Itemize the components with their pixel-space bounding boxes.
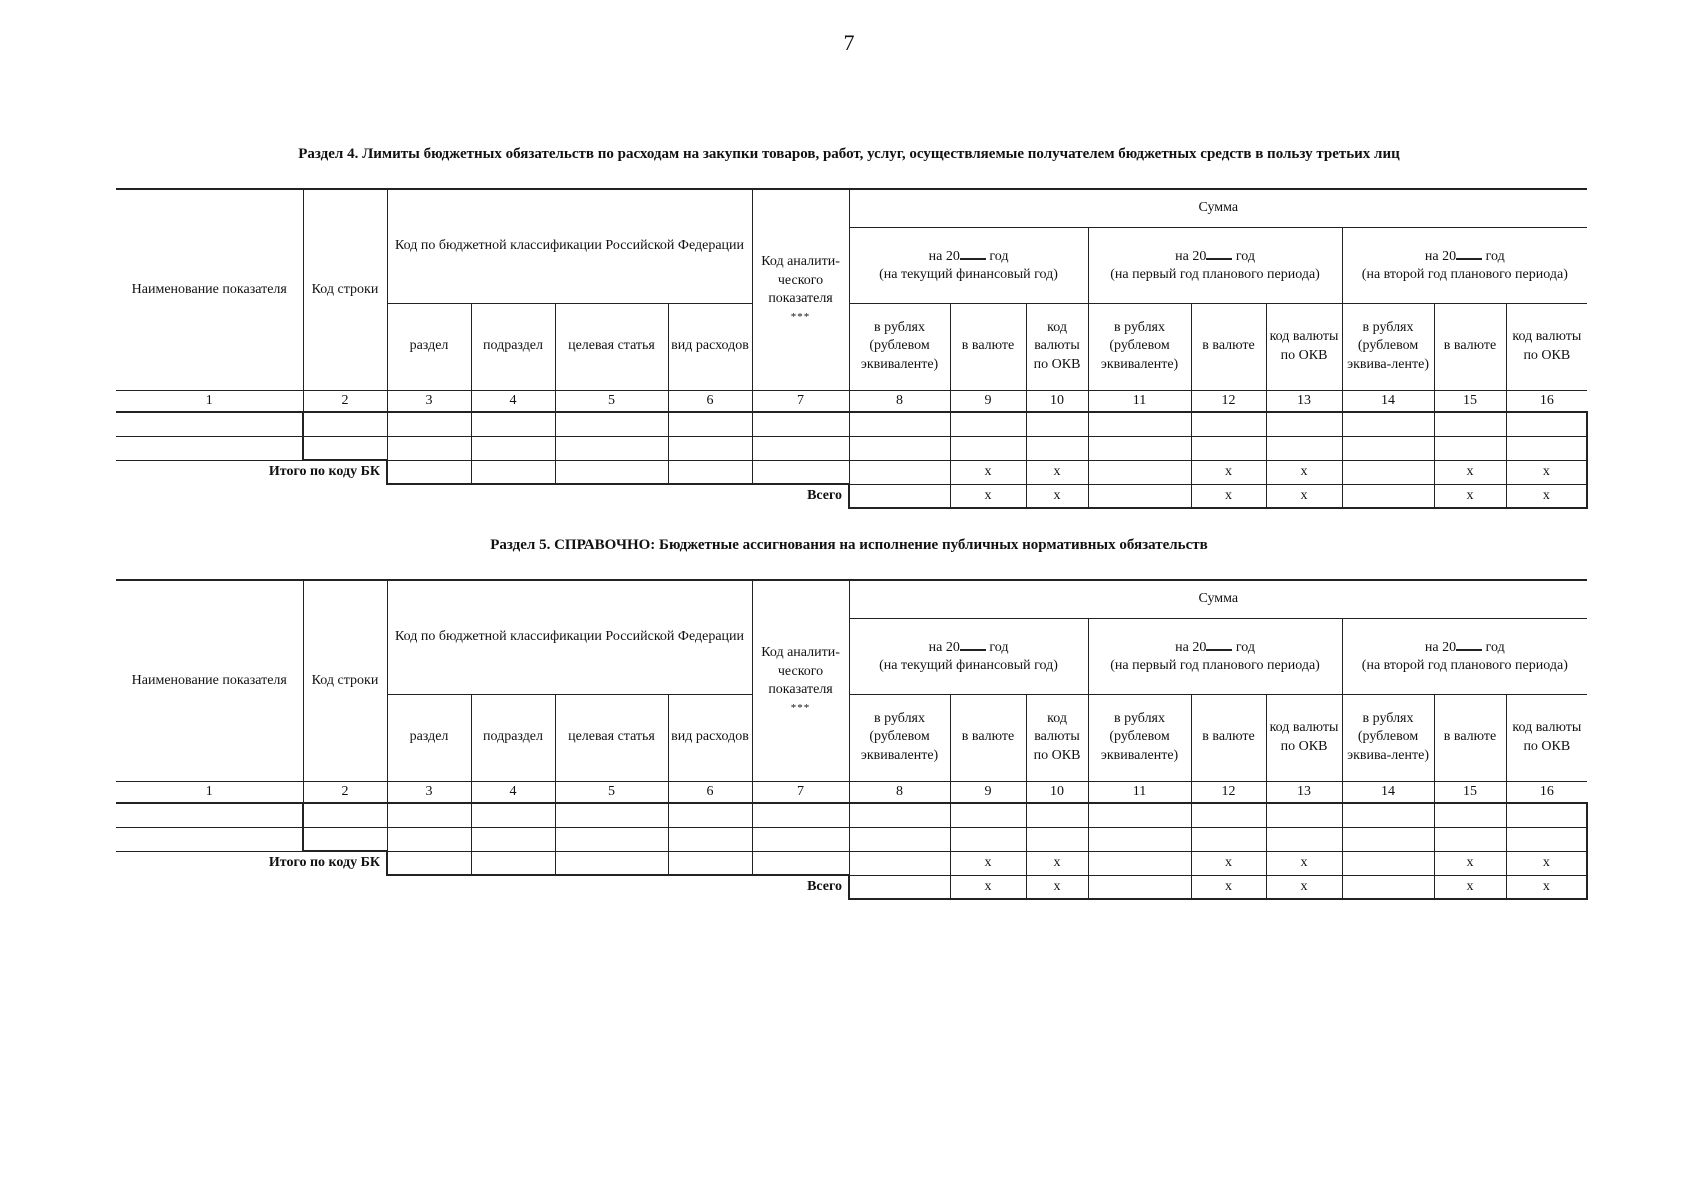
cell[interactable]: [1434, 827, 1506, 851]
header-expense-type: вид расходов: [668, 303, 752, 390]
total-by-code-label: Итого по коду БК: [116, 460, 387, 484]
col-num: 11: [1088, 390, 1191, 412]
grand-total-row: [116, 875, 1587, 899]
cell[interactable]: [668, 851, 752, 875]
cell[interactable]: [1266, 412, 1342, 436]
header-budget-classification: Код по бюджетной классификации Российской Федерации: [387, 189, 752, 303]
cell[interactable]: [1088, 827, 1191, 851]
cell[interactable]: [303, 803, 387, 827]
header-budget-classification: Код по бюджетной классификации Российской Федерации: [387, 580, 752, 694]
cell[interactable]: [1191, 436, 1266, 460]
col-num: 10: [1026, 781, 1088, 803]
header-currency-2: в валюте: [1191, 303, 1266, 390]
x-mark: x: [1506, 875, 1587, 899]
header-analytic-code: [752, 580, 849, 781]
x-mark: x: [1191, 875, 1266, 899]
header-indicator-name: Наименование показателя: [116, 189, 303, 390]
header-okv-2: код валюты по ОКВ: [1266, 303, 1342, 390]
x-mark: x: [1266, 875, 1342, 899]
header-sum: Сумма: [849, 580, 1587, 618]
total-by-code-row: [116, 851, 1587, 875]
header-row-code: Код строки: [303, 189, 387, 390]
cell[interactable]: [1088, 875, 1191, 899]
header-currency-1: в валюте: [950, 694, 1026, 781]
cell[interactable]: [849, 803, 950, 827]
col-num: 13: [1266, 781, 1342, 803]
cell[interactable]: [1342, 436, 1434, 460]
page-number: 7: [843, 30, 855, 55]
x-mark: x: [950, 484, 1026, 508]
cell[interactable]: [1342, 851, 1434, 875]
header-rub-2: в рублях (рублевом эквиваленте): [1088, 694, 1191, 781]
table-row: [116, 803, 1587, 827]
col-num: 15: [1434, 390, 1506, 412]
cell[interactable]: [950, 803, 1026, 827]
cell[interactable]: [1266, 803, 1342, 827]
x-mark: x: [1434, 851, 1506, 875]
col-num: 5: [555, 781, 668, 803]
header-okv-3: код валюты по ОКВ: [1506, 303, 1587, 390]
cell[interactable]: [1088, 460, 1191, 484]
cell[interactable]: [387, 827, 471, 851]
cell[interactable]: [1191, 827, 1266, 851]
cell[interactable]: [950, 436, 1026, 460]
x-mark: x: [1434, 875, 1506, 899]
cell[interactable]: [1088, 436, 1191, 460]
x-mark: x: [1506, 484, 1587, 508]
analytic-code-mark: ***: [790, 310, 811, 323]
x-mark: x: [1026, 484, 1088, 508]
cell[interactable]: [555, 412, 668, 436]
cell[interactable]: [1026, 803, 1088, 827]
header-indicator-name: Наименование показателя: [116, 580, 303, 781]
cell[interactable]: [1026, 412, 1088, 436]
cell[interactable]: [1342, 412, 1434, 436]
cell[interactable]: [1342, 460, 1434, 484]
cell[interactable]: [950, 412, 1026, 436]
cell[interactable]: [555, 436, 668, 460]
cell[interactable]: [1026, 827, 1088, 851]
header-okv-2: код валюты по ОКВ: [1266, 694, 1342, 781]
cell[interactable]: [471, 412, 555, 436]
cell[interactable]: [752, 803, 849, 827]
header-rub-3: в рублях (рублевом эквива-ленте): [1342, 694, 1434, 781]
col-num: 6: [668, 390, 752, 412]
header-row-code: Код строки: [303, 580, 387, 781]
section-4-title: Раздел 4. Лимиты бюджетных обязательств по расходам на закупки товаров, работ, услуг, осуществляемые получателем бюджетных средств в пользу третьих лиц: [298, 146, 1400, 162]
section-5-title: Раздел 5. СПРАВОЧНО: Бюджетные ассигнования на исполнение публичных нормативных обязательств: [490, 537, 1208, 553]
cell[interactable]: [1266, 827, 1342, 851]
cell[interactable]: [849, 851, 950, 875]
x-mark: x: [1506, 460, 1587, 484]
cell[interactable]: [1342, 803, 1434, 827]
col-num: 3: [387, 781, 471, 803]
cell[interactable]: [1506, 803, 1587, 827]
cell[interactable]: [849, 436, 950, 460]
x-mark: x: [950, 875, 1026, 899]
cell[interactable]: [471, 851, 555, 875]
col-num: 6: [668, 781, 752, 803]
header-currency-2: в валюте: [1191, 694, 1266, 781]
col-num: 16: [1506, 390, 1587, 412]
header-rub-3: в рублях (рублевом эквива-ленте): [1342, 303, 1434, 390]
col-num: 16: [1506, 781, 1587, 803]
header-year-plan-2: на 20 год (на второй год планового периода): [1342, 618, 1587, 694]
x-mark: x: [1191, 484, 1266, 508]
header-year-plan-1: на 20 год (на первый год планового периода): [1088, 227, 1342, 303]
header-sum: Сумма: [849, 189, 1587, 227]
cell[interactable]: [303, 412, 387, 436]
analytic-code-label: Код аналити-ческого показателя: [761, 254, 840, 306]
cell[interactable]: [668, 803, 752, 827]
cell[interactable]: [1434, 436, 1506, 460]
column-numbers-row: [116, 781, 1587, 803]
cell[interactable]: [471, 803, 555, 827]
cell[interactable]: [1088, 851, 1191, 875]
x-mark: x: [1026, 851, 1088, 875]
cell[interactable]: [387, 851, 471, 875]
cell[interactable]: [387, 412, 471, 436]
cell-name[interactable]: [116, 803, 303, 827]
section-5-table: [116, 579, 1588, 900]
cell[interactable]: [1342, 875, 1434, 899]
col-num: 1: [116, 390, 303, 412]
analytic-code-label: Код аналити-ческого показателя: [761, 645, 840, 697]
header-year-plan-1: на 20 год (на первый год планового периода): [1088, 618, 1342, 694]
header-rub-1: в рублях (рублевом эквиваленте): [849, 694, 950, 781]
cell[interactable]: [950, 827, 1026, 851]
header-currency-1: в валюте: [950, 303, 1026, 390]
x-mark: x: [1191, 851, 1266, 875]
header-okv-1: код валюты по ОКВ: [1026, 303, 1088, 390]
header-razdel: раздел: [387, 303, 471, 390]
table-row: [116, 827, 1587, 851]
header-okv-1: код валюты по ОКВ: [1026, 694, 1088, 781]
cell-name[interactable]: [116, 827, 303, 851]
x-mark: x: [1026, 875, 1088, 899]
cell[interactable]: [1191, 412, 1266, 436]
cell[interactable]: [668, 436, 752, 460]
header-currency-3: в валюте: [1434, 694, 1506, 781]
total-by-code-row: [116, 460, 1587, 484]
cell[interactable]: [668, 827, 752, 851]
header-target-article: целевая статья: [555, 694, 668, 781]
cell[interactable]: [555, 851, 668, 875]
cell[interactable]: [668, 460, 752, 484]
col-num: 11: [1088, 781, 1191, 803]
cell[interactable]: [752, 460, 849, 484]
analytic-code-mark: ***: [790, 701, 811, 714]
total-by-code-label: Итого по коду БК: [116, 851, 387, 875]
col-num: 8: [849, 390, 950, 412]
cell[interactable]: [1088, 484, 1191, 508]
cell[interactable]: [1088, 803, 1191, 827]
cell[interactable]: [387, 460, 471, 484]
header-okv-3: код валюты по ОКВ: [1506, 694, 1587, 781]
header-podrazdel: подраздел: [471, 694, 555, 781]
col-num: 4: [471, 781, 555, 803]
cell[interactable]: [471, 460, 555, 484]
header-year-plan-2: на 20 год (на второй год планового периода): [1342, 227, 1587, 303]
cell[interactable]: [1088, 412, 1191, 436]
cell[interactable]: [1506, 412, 1587, 436]
col-num: 13: [1266, 390, 1342, 412]
cell[interactable]: [849, 827, 950, 851]
x-mark: x: [1266, 484, 1342, 508]
col-num: 15: [1434, 781, 1506, 803]
cell[interactable]: [1506, 827, 1587, 851]
cell[interactable]: [1506, 436, 1587, 460]
col-num: 3: [387, 390, 471, 412]
cell[interactable]: [303, 436, 387, 460]
col-num: 1: [116, 781, 303, 803]
header-target-article: целевая статья: [555, 303, 668, 390]
header-razdel: раздел: [387, 694, 471, 781]
cell[interactable]: [1026, 436, 1088, 460]
cell[interactable]: [1434, 412, 1506, 436]
cell[interactable]: [849, 875, 950, 899]
cell[interactable]: [387, 803, 471, 827]
header-rub-1: в рублях (рублевом эквиваленте): [849, 303, 950, 390]
cell[interactable]: [849, 484, 950, 508]
col-num: 8: [849, 781, 950, 803]
cell[interactable]: [1434, 803, 1506, 827]
cell[interactable]: [849, 460, 950, 484]
cell[interactable]: [555, 827, 668, 851]
cell[interactable]: [1342, 484, 1434, 508]
header-analytic-code: [752, 189, 849, 390]
cell[interactable]: [752, 851, 849, 875]
cell[interactable]: [752, 412, 849, 436]
x-mark: x: [1434, 460, 1506, 484]
col-num: 7: [752, 781, 849, 803]
col-num: 14: [1342, 390, 1434, 412]
col-num: 10: [1026, 390, 1088, 412]
col-num: 9: [950, 781, 1026, 803]
col-num: 12: [1191, 781, 1266, 803]
header-rub-2: в рублях (рублевом эквиваленте): [1088, 303, 1191, 390]
x-mark: x: [1506, 851, 1587, 875]
cell[interactable]: [471, 827, 555, 851]
x-mark: x: [950, 851, 1026, 875]
cell[interactable]: [555, 803, 668, 827]
table-row: [116, 412, 1587, 436]
grand-total-row: [116, 484, 1587, 508]
cell[interactable]: [752, 827, 849, 851]
x-mark: x: [1026, 460, 1088, 484]
cell[interactable]: [303, 827, 387, 851]
cell[interactable]: [555, 460, 668, 484]
header-year-current: на 20 год (на текущий финансовый год): [849, 618, 1088, 694]
cell[interactable]: [387, 436, 471, 460]
col-num: 7: [752, 390, 849, 412]
cell[interactable]: [1342, 827, 1434, 851]
col-num: 2: [303, 781, 387, 803]
x-mark: x: [1191, 460, 1266, 484]
cell[interactable]: [849, 412, 950, 436]
x-mark: x: [1266, 460, 1342, 484]
grand-total-label: Всего: [807, 488, 843, 504]
section-4-table: [116, 188, 1588, 509]
header-podrazdel: подраздел: [471, 303, 555, 390]
col-num: 5: [555, 390, 668, 412]
table-row: [116, 436, 1587, 460]
col-num: 4: [471, 390, 555, 412]
x-mark: x: [1434, 484, 1506, 508]
cell[interactable]: [1266, 436, 1342, 460]
cell[interactable]: [1191, 803, 1266, 827]
header-expense-type: вид расходов: [668, 694, 752, 781]
cell-name[interactable]: [116, 412, 303, 436]
x-mark: x: [1266, 851, 1342, 875]
cell[interactable]: [752, 436, 849, 460]
cell-name[interactable]: [116, 436, 303, 460]
column-numbers-row: [116, 390, 1587, 412]
col-num: 9: [950, 390, 1026, 412]
col-num: 12: [1191, 390, 1266, 412]
x-mark: x: [950, 460, 1026, 484]
header-currency-3: в валюте: [1434, 303, 1506, 390]
cell[interactable]: [471, 436, 555, 460]
header-year-current: на 20 год (на текущий финансовый год): [849, 227, 1088, 303]
col-num: 14: [1342, 781, 1434, 803]
cell[interactable]: [668, 412, 752, 436]
grand-total-label: Всего: [807, 879, 843, 895]
col-num: 2: [303, 390, 387, 412]
